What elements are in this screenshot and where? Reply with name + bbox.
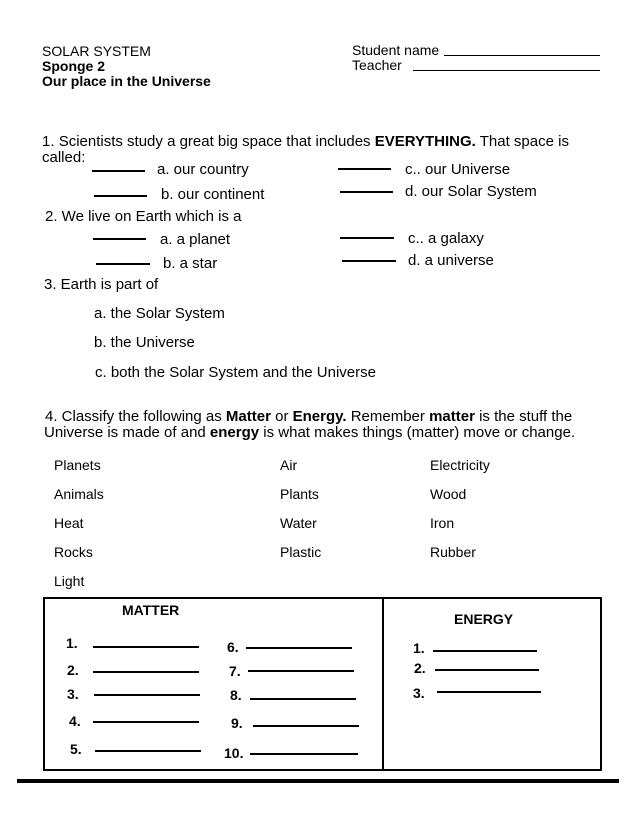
q4-bold-energy-2: energy	[209, 424, 260, 441]
word-bank-item: Plants	[280, 486, 319, 502]
q1-option-c: c.. our Universe	[405, 161, 511, 178]
energy-answer-line-2[interactable]	[435, 669, 539, 671]
energy-number: 1.	[413, 640, 425, 656]
q3-option-c: c. both the Solar System and the Universe	[95, 364, 376, 381]
energy-number: 3.	[413, 685, 425, 701]
word-bank-item: Water	[280, 515, 317, 531]
word-bank-item: Animals	[54, 486, 104, 502]
matter-number: 9.	[231, 715, 243, 731]
q2-option-b: b. a star	[163, 255, 218, 272]
matter-answer-line-6[interactable]	[246, 647, 352, 649]
energy-answer-line-3[interactable]	[437, 691, 541, 693]
question-2-text: 2. We live on Earth which is a	[45, 208, 242, 225]
matter-answer-line-2[interactable]	[93, 671, 199, 673]
matter-answer-line-9[interactable]	[253, 725, 359, 727]
subject-title: SOLAR SYSTEM	[42, 43, 151, 59]
question-1-number: 1.	[42, 133, 55, 150]
q1-answer-line-d[interactable]	[340, 191, 393, 193]
question-3-text: 3. Earth is part of	[44, 276, 159, 293]
q4-bold-matter-2: matter	[429, 408, 475, 425]
q1-option-b: b. our continent	[161, 186, 265, 203]
matter-answer-line-1[interactable]	[93, 646, 199, 648]
word-bank-item: Plastic	[280, 544, 322, 560]
q4-text-1: 4. Classify the following as	[45, 408, 226, 425]
q1-answer-line-c[interactable]	[338, 168, 391, 170]
q2-answer-line-c[interactable]	[340, 237, 394, 239]
q1-option-a: a. our country	[157, 161, 249, 178]
bottom-rule	[17, 779, 619, 783]
matter-answer-line-10[interactable]	[250, 753, 358, 755]
matter-number: 5.	[70, 741, 82, 757]
energy-heading: ENERGY	[454, 611, 514, 627]
q3-option-a: a. the Solar System	[94, 305, 225, 322]
q4-bold-matter: Matter	[225, 408, 271, 425]
word-bank-item: Iron	[430, 515, 455, 531]
q2-answer-line-d[interactable]	[342, 260, 396, 262]
matter-number: 2.	[67, 662, 79, 678]
question-4-line2	[44, 424, 575, 441]
matter-number: 7.	[229, 663, 241, 679]
question-1-bold: EVERYTHING.	[374, 133, 476, 150]
word-bank-item: Light	[54, 573, 85, 589]
q4-text-5: Universe is made of and	[44, 424, 210, 441]
student-name-line[interactable]	[444, 55, 600, 56]
matter-answer-line-8[interactable]	[250, 698, 356, 700]
matter-number: 3.	[67, 686, 79, 702]
q2-option-c: c.. a galaxy	[408, 230, 484, 247]
word-bank-item: Heat	[54, 515, 84, 531]
q3-option-b: b. the Universe	[94, 334, 195, 351]
answer-table	[43, 597, 602, 771]
q4-bold-energy: Energy.	[292, 408, 347, 425]
word-bank-item: Air	[280, 457, 298, 473]
matter-answer-line-5[interactable]	[95, 750, 201, 752]
q1-answer-line-a[interactable]	[92, 170, 145, 172]
q4-text-4: is the stuff the	[474, 408, 573, 425]
teacher-line[interactable]	[413, 70, 600, 71]
matter-number: 10.	[224, 745, 244, 761]
matter-answer-line-3[interactable]	[94, 694, 200, 696]
word-bank-item: Wood	[430, 486, 467, 502]
word-bank-item: Electricity	[430, 457, 490, 473]
page-subtitle: Our place in the Universe	[42, 73, 211, 89]
q1-answer-line-b[interactable]	[94, 195, 147, 197]
q2-option-a: a. a planet	[160, 231, 231, 248]
matter-number: 4.	[69, 713, 81, 729]
question-1-text-before: Scientists study a great big space that includes	[58, 133, 375, 150]
q4-text-6: is what makes things (matter) move or change.	[259, 424, 576, 441]
q4-text-2: or	[270, 408, 293, 425]
word-bank-item: Rubber	[430, 544, 476, 560]
matter-number: 6.	[227, 639, 239, 655]
matter-number: 8.	[230, 687, 242, 703]
q2-option-d: d. a universe	[408, 252, 494, 269]
question-4-line1	[45, 408, 572, 425]
question-1-text	[42, 133, 569, 150]
q2-answer-line-b[interactable]	[96, 263, 150, 265]
word-bank-item: Rocks	[54, 544, 93, 560]
sponge-label: Sponge 2	[42, 58, 106, 74]
question-1-line2: called:	[42, 149, 86, 166]
matter-answer-line-7[interactable]	[248, 670, 354, 672]
q4-text-3: Remember	[346, 408, 430, 425]
word-bank-item: Planets	[54, 457, 101, 473]
energy-number: 2.	[414, 660, 426, 676]
q2-answer-line-a[interactable]	[93, 238, 146, 240]
matter-heading: MATTER	[122, 602, 180, 618]
q1-option-d: d. our Solar System	[405, 183, 537, 200]
student-name-label: Student name	[352, 42, 440, 58]
question-1-text-after: That space is	[475, 133, 569, 150]
energy-answer-line-1[interactable]	[433, 650, 537, 652]
teacher-label: Teacher	[352, 57, 402, 73]
table-divider	[382, 597, 384, 771]
matter-answer-line-4[interactable]	[93, 721, 199, 723]
matter-number: 1.	[66, 635, 78, 651]
